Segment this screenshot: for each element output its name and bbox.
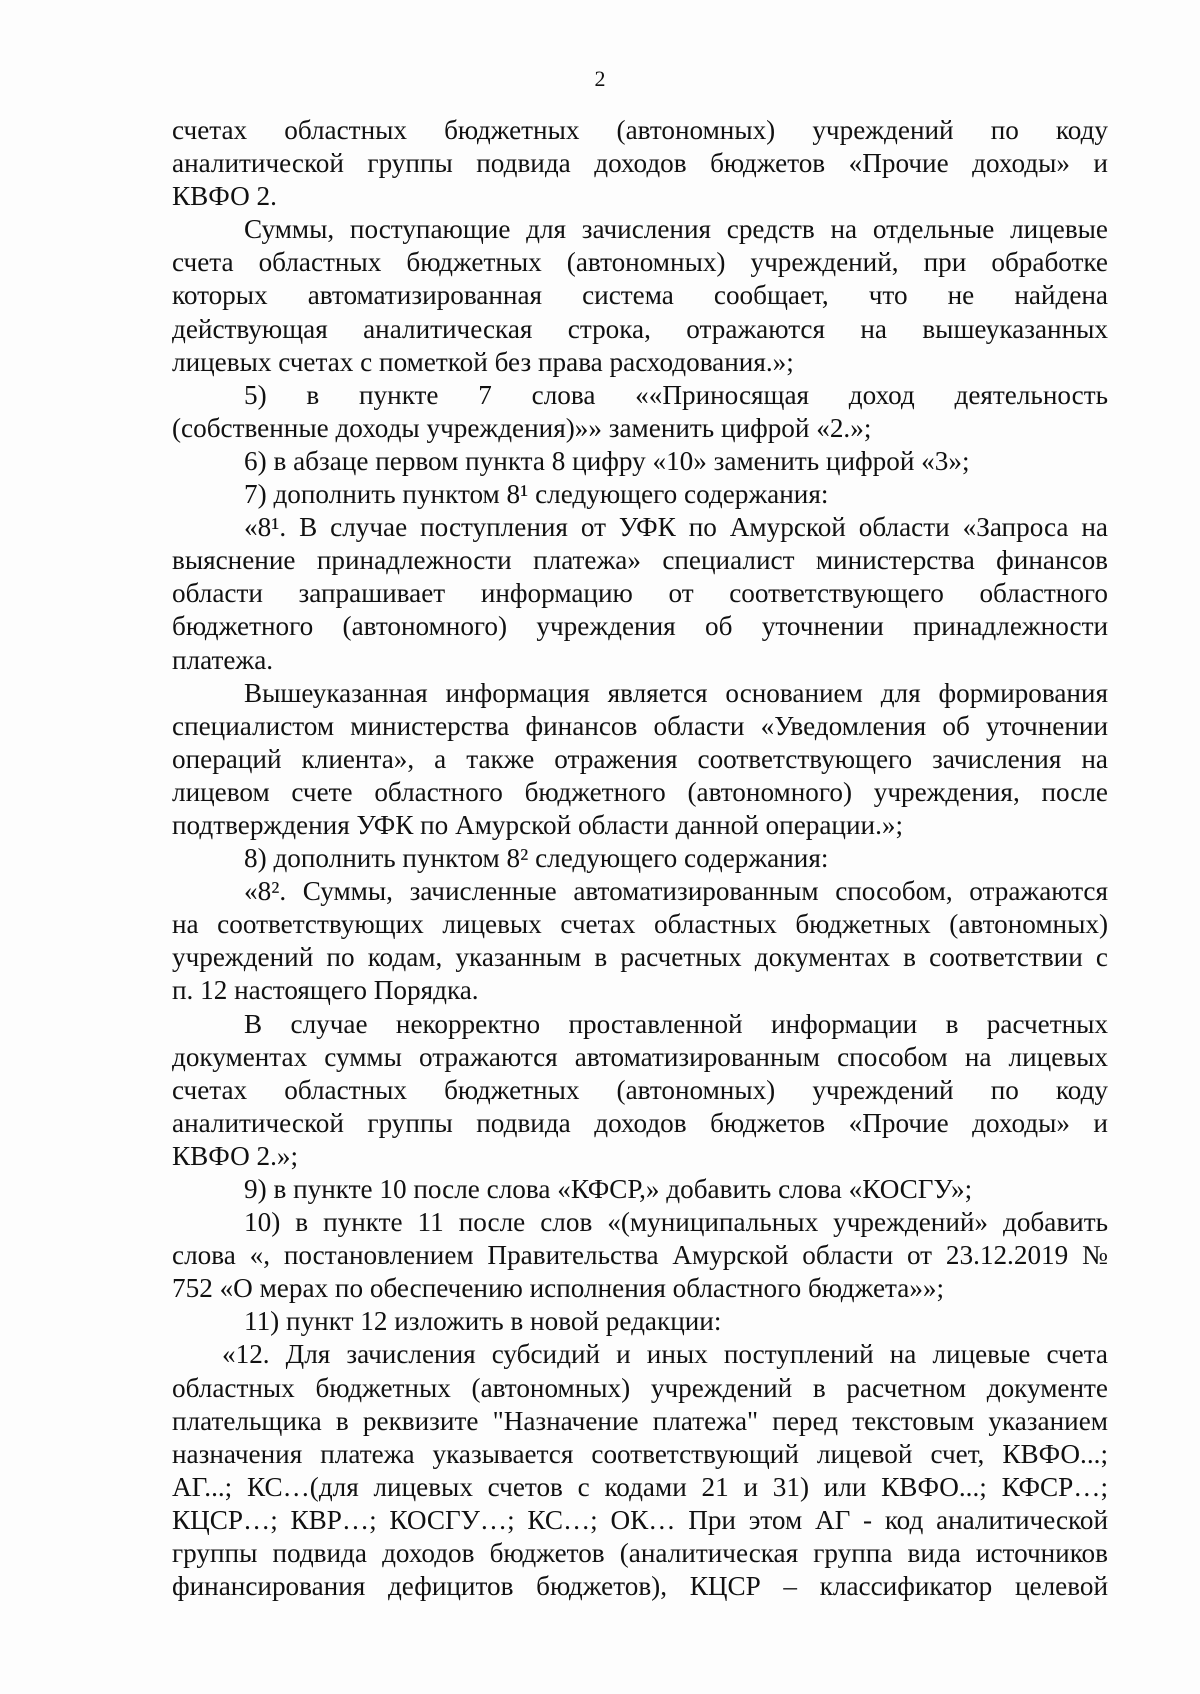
text-line: подтверждения УФК по Амурской области данной операции.»;	[172, 809, 904, 840]
text-line: «12. Для зачисления субсидий и иных поступлений на лицевые счета	[222, 1339, 1108, 1370]
text-line: которых автоматизированная система сообщает, что не найдена	[172, 280, 1108, 311]
text-line: учреждений по кодам, указанным в расчетных документах в соответствии с	[172, 942, 1108, 973]
document-body	[172, 114, 1108, 1603]
text-line: 10) в пункте 11 после слов «(муниципальных учреждений» добавить	[244, 1207, 1108, 1238]
text-line: лицевом счете областного бюджетного (автономного) учреждения, после	[172, 776, 1108, 807]
text-line: КВФО 2.»;	[172, 1140, 299, 1171]
text-line: Суммы, поступающие для зачисления средств на отдельные лицевые	[244, 214, 1108, 245]
text-line: счета областных бюджетных (автономных) учреждений, при обработке	[172, 247, 1108, 278]
text-line: счетах областных бюджетных (автономных) учреждений по коду	[172, 1074, 1108, 1105]
text-line: 752 «О мерах по обеспечению исполнения областного бюджета»»;	[172, 1273, 945, 1304]
text-line: области запрашивает информацию от соответствующего областного	[172, 578, 1108, 609]
text-line: (собственные доходы учреждения)»» заменить цифрой «2.»;	[172, 412, 872, 443]
page-number: 2	[594, 66, 606, 91]
text-line: специалистом министерства финансов области «Уведомления об уточнении	[172, 710, 1108, 741]
text-line: п. 12 настоящего Порядка.	[172, 975, 479, 1006]
text-line: 5) в пункте 7 слова ««Приносящая доход деятельность	[244, 379, 1108, 410]
text-line: назначения платежа указывается соответствующий лицевой счет, КВФО...;	[172, 1438, 1108, 1469]
text-line: аналитической группы подвида доходов бюджетов «Прочие доходы» и	[172, 148, 1108, 179]
text-line: аналитической группы подвида доходов бюджетов «Прочие доходы» и	[172, 1107, 1108, 1138]
text-line: выяснение принадлежности платежа» специалист министерства финансов	[172, 545, 1108, 576]
text-line: 6) в абзаце первом пункта 8 цифру «10» заменить цифрой «3»;	[244, 445, 970, 476]
text-line: АГ...; КС…(для лицевых счетов с кодами 21 и 31) или КВФО...; КФСР…;	[172, 1471, 1108, 1502]
text-line: действующая аналитическая строка, отражаются на вышеуказанных	[172, 313, 1108, 344]
text-line: «8¹. В случае поступления от УФК по Амурской области «Запроса на	[244, 512, 1108, 543]
text-line: на соответствующих лицевых счетах областных бюджетных (автономных)	[172, 909, 1108, 940]
text-line: счетах областных бюджетных (автономных) учреждений по коду	[172, 115, 1108, 145]
text-line: «8². Суммы, зачисленные автоматизированным способом, отражаются	[244, 876, 1108, 907]
text-line: бюджетного (автономного) учреждения об уточнении принадлежности	[172, 611, 1108, 642]
text-line: 7) дополнить пунктом 8¹ следующего содержания:	[244, 479, 829, 510]
text-line: операций клиента», а также отражения соответствующего зачисления на	[172, 743, 1108, 774]
text-line: Вышеуказанная информация является основанием для формирования	[244, 677, 1108, 708]
text-line: группы подвида доходов бюджетов (аналитическая группа вида источников	[172, 1538, 1108, 1569]
text-line: 11) пункт 12 изложить в новой редакции:	[244, 1306, 722, 1337]
text-line: КВФО 2.	[172, 181, 277, 212]
text-line: областных бюджетных (автономных) учреждений в расчетном документе	[172, 1372, 1108, 1403]
text-line: 8) дополнить пунктом 8² следующего содержания:	[244, 843, 829, 874]
text-line: КЦСР…; КВР…; КОСГУ…; КС…; ОК… При этом АГ - код аналитической	[172, 1504, 1108, 1535]
text-line: 9) в пункте 10 после слова «КФСР,» добавить слова «КОСГУ»;	[244, 1174, 973, 1204]
text-line: слова «, постановлением Правительства Амурской области от 23.12.2019 №	[172, 1240, 1108, 1271]
text-line: В случае некорректно проставленной информации в расчетных	[244, 1008, 1108, 1039]
text-line: платежа.	[172, 644, 274, 675]
text-line: финансирования дефицитов бюджетов), КЦСР – классификатор целевой	[172, 1571, 1108, 1602]
text-line: документах суммы отражаются автоматизированным способом на лицевых	[172, 1041, 1108, 1072]
text-line: плательщика в реквизите "Назначение платежа" перед текстовым указанием	[172, 1405, 1108, 1436]
text-line: лицевых счетах с пометкой без права расходования.»;	[172, 346, 794, 377]
